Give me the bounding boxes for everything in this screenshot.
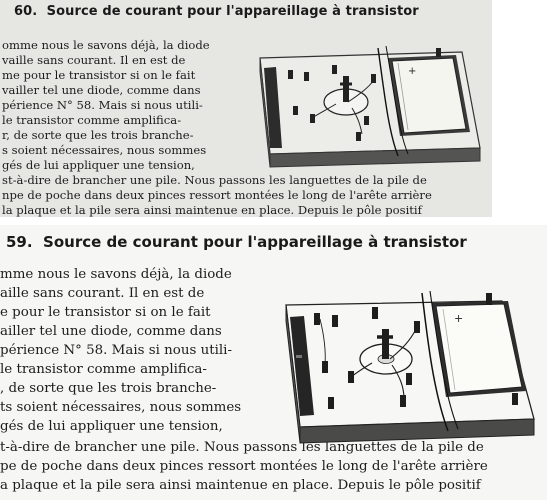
body-line: gés de lui appliquer une tension, <box>0 419 223 434</box>
body-line: , de sorte que les trois branche- <box>0 381 217 396</box>
body-line: mme nous le savons déjà, la diode <box>0 267 232 282</box>
section-title: Source de courant pour l'appareillage à transistor <box>43 233 467 251</box>
body-line: périence N° 58. Mais si nous utili- <box>0 343 232 358</box>
body-line: la plaque et la pile sera ainsi maintenue en place. Depuis le pôle positif <box>2 203 422 217</box>
body-line: a plaque et la pile sera ainsi maintenue en place. Depuis le pôle positif <box>0 478 481 493</box>
body-line: aille sans courant. Il en est de <box>0 286 205 301</box>
body-line: gés de lui appliquer une tension, <box>2 158 195 172</box>
body-line: omme nous le savons déjà, la diode <box>2 38 210 52</box>
body-line: s soient nécessaires, nous sommes <box>2 143 207 157</box>
body-line: ailler tel une diode, comme dans <box>0 324 222 339</box>
body-line: vailler tel une diode, comme dans <box>2 83 201 97</box>
page-scan-bottom <box>0 225 547 500</box>
plus-sign: + <box>454 312 464 325</box>
section-heading-top <box>14 4 419 19</box>
transistor-board-illustration <box>276 275 542 450</box>
body-line: le transistor comme amplifica- <box>0 362 207 377</box>
body-line: me pour le transistor si on le fait <box>2 68 196 82</box>
battery-icon <box>432 301 526 397</box>
body-line: vaille sans courant. Il en est de <box>2 53 186 67</box>
body-line: r, de sorte que les trois branche- <box>2 128 194 142</box>
body-line: le transistor comme amplifica- <box>2 113 182 127</box>
page-scan-top <box>0 0 492 217</box>
body-line: t-à-dire de brancher une pile. Nous passons les languettes de la pile de <box>0 440 484 455</box>
body-line: ts soient nécessaires, nous sommes <box>0 400 242 415</box>
body-line: e pour le transistor si on le fait <box>0 305 211 320</box>
section-title: Source de courant pour l'appareillage à transistor <box>46 4 419 19</box>
section-number: 59. <box>6 233 33 251</box>
section-number: 60. <box>14 4 38 19</box>
transistor-board-illustration <box>248 30 488 175</box>
plus-sign: + <box>408 66 417 77</box>
body-line: périence N° 58. Mais si nous utili- <box>2 98 203 112</box>
body-line: npe de poche dans deux pinces ressort montées le long de l'arête arrière <box>2 188 432 202</box>
battery-icon <box>388 55 470 136</box>
section-heading-bottom <box>6 233 467 251</box>
body-line: pe de poche dans deux pinces ressort montées le long de l'arête arrière <box>0 459 488 474</box>
body-line: st-à-dire de brancher une pile. Nous passons les languettes de la pile de <box>2 173 427 187</box>
